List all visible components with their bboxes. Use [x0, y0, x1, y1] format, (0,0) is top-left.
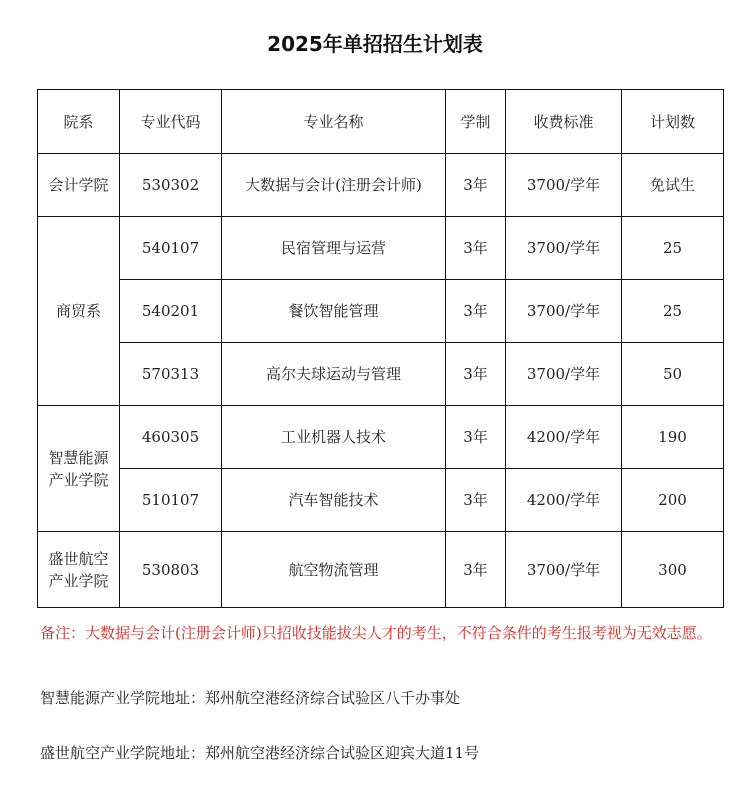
header-plan: 计划数 — [622, 90, 724, 154]
code-cell: 540107 — [120, 217, 222, 280]
address-shengshi-aviation-college: 盛世航空产业学院地址：郑州航空港经济综合试验区迎宾大道11号 — [40, 744, 480, 762]
header-fee: 收费标准 — [506, 90, 622, 154]
code-cell: 540201 — [120, 280, 222, 343]
plan-cell: 200 — [622, 469, 724, 532]
table-row — [38, 343, 724, 406]
major-name-cell: 民宿管理与运营 — [222, 217, 446, 280]
duration-cell: 3年 — [446, 532, 506, 608]
fee-cell: 3700/学年 — [506, 217, 622, 280]
plan-cell: 25 — [622, 217, 724, 280]
code-cell: 570313 — [120, 343, 222, 406]
major-name-cell: 高尔夫球运动与管理 — [222, 343, 446, 406]
page-title: 2025年单招招生计划表 — [267, 32, 483, 56]
duration-cell: 3年 — [446, 343, 506, 406]
duration-cell: 3年 — [446, 217, 506, 280]
duration-cell: 3年 — [446, 154, 506, 217]
table-row — [38, 406, 724, 469]
duration-cell: 3年 — [446, 280, 506, 343]
code-cell: 530302 — [120, 154, 222, 217]
plan-cell: 190 — [622, 406, 724, 469]
header-code: 专业代码 — [120, 90, 222, 154]
header-department: 院系 — [38, 90, 120, 154]
duration-cell: 3年 — [446, 469, 506, 532]
table-row — [38, 154, 724, 217]
plan-cell: 50 — [622, 343, 724, 406]
enrollment-plan-table — [37, 89, 724, 608]
major-name-cell: 汽车智能技术 — [222, 469, 446, 532]
table-row — [38, 532, 724, 608]
major-name-cell: 航空物流管理 — [222, 532, 446, 608]
remark-note: 备注：大数据与会计(注册会计师)只招收技能拔尖人才的考生，不符合条件的考生报考视为无效志愿。 — [40, 624, 712, 642]
header-duration: 学制 — [446, 90, 506, 154]
table-row — [38, 280, 724, 343]
duration-cell: 3年 — [446, 406, 506, 469]
plan-cell: 免试生 — [622, 154, 724, 217]
plan-cell: 25 — [622, 280, 724, 343]
table-row — [38, 217, 724, 280]
fee-cell: 4200/学年 — [506, 406, 622, 469]
table-row — [38, 469, 724, 532]
code-cell: 460305 — [120, 406, 222, 469]
code-cell: 510107 — [120, 469, 222, 532]
address-smart-energy-college: 智慧能源产业学院地址：郑州航空港经济综合试验区八千办事处 — [40, 689, 461, 707]
code-cell: 530803 — [120, 532, 222, 608]
fee-cell: 3700/学年 — [506, 280, 622, 343]
major-name-cell: 工业机器人技术 — [222, 406, 446, 469]
major-name-cell: 餐饮智能管理 — [222, 280, 446, 343]
major-name-cell: 大数据与会计(注册会计师) — [222, 154, 446, 217]
fee-cell: 3700/学年 — [506, 343, 622, 406]
header-major-name: 专业名称 — [222, 90, 446, 154]
plan-cell: 300 — [622, 532, 724, 608]
department-cell: 会计学院 — [38, 154, 120, 217]
fee-cell: 3700/学年 — [506, 532, 622, 608]
fee-cell: 3700/学年 — [506, 154, 622, 217]
department-cell: 商贸系 — [38, 217, 120, 406]
department-cell: 智慧能源产业学院 — [38, 406, 120, 532]
table-header-row — [38, 90, 724, 154]
fee-cell: 4200/学年 — [506, 469, 622, 532]
department-cell: 盛世航空产业学院 — [38, 532, 120, 608]
